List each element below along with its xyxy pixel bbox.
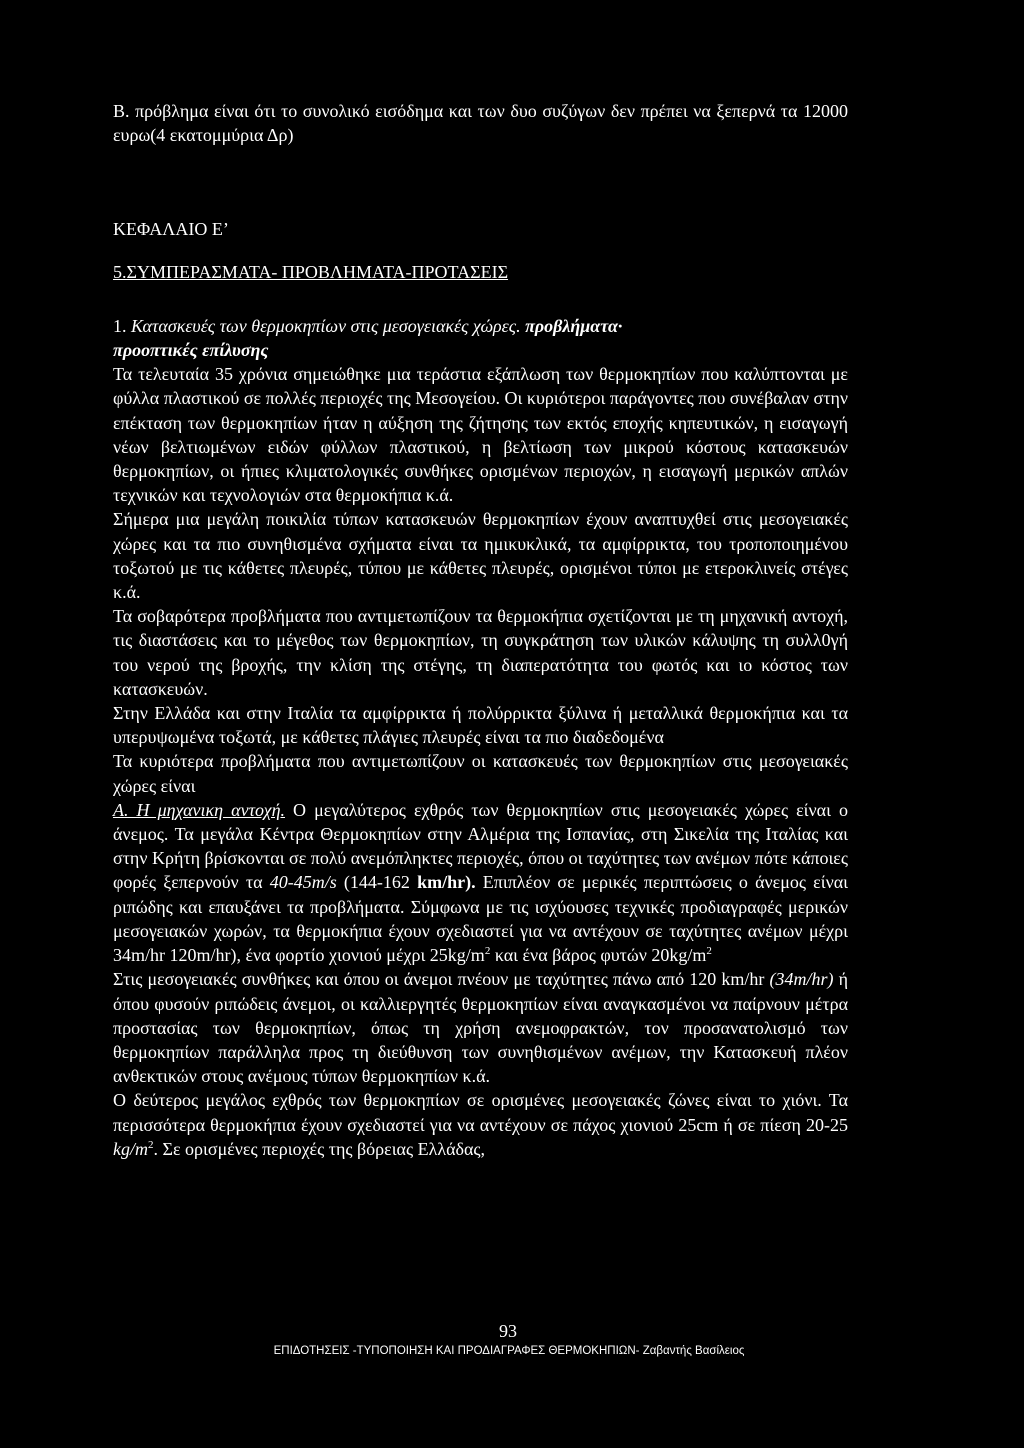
- subsection-label: Α. Η μηχανικη αντοχή.: [113, 799, 286, 820]
- footer-text: ΕΠΙΔΟΤΗΣΕΙΣ -ΤΥΠΟΠΟΙΗΣΗ ΚΑΙ ΠΡΟΔΙΑΓΡΑΦΕΣ ΘΕΡΜΟΚΗΠΙΩΝ- Ζαβαντής Βασίλειος: [273, 1345, 745, 1357]
- section-title: Κατασκευές των θερμοκηπίων στις μεσογειακές χώρες.: [131, 315, 521, 336]
- paragraph-problems: Τα σοβαρότερα προβλήματα που αντιμετωπίζουν τα θερμοκήπια σχετίζονται με τη μηχανική αντοχή, τις διαστάσεις και το μέγεθος των θερμοκηπίων, τη συγκράτηση των υλικών κάλυψης τη συλλ0γή του νερού της βροχής, την κλίση της στέγης, τη διαπερατότητα του φωτός και ιο κόστος των κατασκευών.: [113, 606, 848, 699]
- spacer: [113, 242, 848, 260]
- section-solutions: προοπτικές επίλυσης: [113, 340, 269, 361]
- text-run: kg/m: [113, 1138, 148, 1159]
- chapter-title: 5.ΣΥΜΠΕΡΑΣΜΑΤΑ- ΠΡΟΒΛΗΜΑΤΑ-ΠΡΟΤΑΣΕΙΣ: [113, 261, 509, 282]
- text-run: (144-162: [336, 872, 418, 893]
- paragraph-mechanical-strength: [113, 798, 848, 967]
- chapter-label: ΚΕΦΑΛΑΙΟ Ε’: [113, 219, 229, 240]
- paragraph-types: Σήμερα μια μεγάλη ποικιλία τύπων κατασκευών θερμοκηπίων έχουν αναπτυχθεί στις μεσογειακές χώρες και τα πιο συνηθισμένα σχήματα είναι τα ημικυκλικά, τα αμφίρρικτα, του τροποποιημένου τοξωτού με τις κάθετες πλευρές, τύπου με κάθετες πλευρές, ορισμένοι τύποι με ετεροκλινείς στέγες κ.ά.: [113, 509, 848, 603]
- text-run: 40-45m/s: [269, 872, 337, 893]
- section-heading: [113, 314, 848, 362]
- document-body: [113, 99, 848, 1161]
- page-footer: [0, 1320, 1024, 1360]
- text-run: ή όπου φυσούν ριπώδεις άνεμοι, οι καλλιεργητές θερμοκηπίων είναι αναγκασμένοι να παίρνουν μέτρα προστασίας των θερμοκηπίων, όπως τη χρήση ανεμοφρακτών, τον προσανατολισμό των θερμοκηπίων παράλληλα προς τη διεύθυνση των συνηθισμένων ανέμων, την Κατασκευή πλέον ανθεκτικών στους ανέμους τύπων θερμοκηπίων κ.ά.: [113, 969, 848, 1087]
- text-run: km/hr).: [417, 872, 476, 893]
- paragraph-greece-italy: Στην Ελλάδα και στην Ιταλία τα αμφίρρικτα ή πολύρρικτα ξύλινα ή μεταλλικά θερμοκήπια και τα υπερυψωμένα τοξωτά, με κάθετες πλάγιες πλευρές είναι τα πιο διαδεδομένα: [113, 703, 848, 748]
- superscript: 2: [148, 1138, 154, 1151]
- text-run: Επιπλέον σε μερικές περιπτώσεις ο άνεμος είναι ριπώδης και επαυξάνει τα προβλήματα. Σύμφωνα με τις ισχύουσες τεχνικές προδιαγραφές μερικών μεσογειακών χωρών, τα θερμοκήπια έχουν σχεδιαστεί για να αντέχουν σε ταχύτητες ανέμων μέχρι 34m/hr 120m/hr), ένα φορτίο χιονιού μέχρι 25kg/m: [113, 872, 848, 966]
- section-number: 1.: [113, 315, 127, 336]
- text-run: Ο δεύτερος μεγάλος εχθρός των θερμοκηπίων σε ορισμένες μεσογειακές ζώνες είναι το χιόνι. Τα περισσότερα θερμοκήπια έχουν σχεδιαστεί για να αντέχουν σε πάχος χιονιού 25cm ή σε πίεση 20-25: [113, 1090, 848, 1135]
- superscript: 2: [706, 945, 712, 958]
- superscript: 2: [484, 945, 491, 958]
- paragraph-snow: [113, 1088, 848, 1161]
- spacer: [113, 147, 848, 217]
- text-run: (34m/hr): [769, 969, 834, 990]
- spacer: [113, 284, 848, 314]
- paragraph-main-problems: Τα κυριότερα προβλήματα που αντιμετωπίζουν οι κατασκευές των θερμοκηπίων στις μεσογειακές χώρες είναι: [113, 751, 848, 796]
- intro-paragraph: Β. πρόβλημα είναι ότι το συνολικό εισόδημα και των δυο συζύγων δεν πρέπει να ξεπερνά τα 12000 ευρω(4 εκατομμύρια Δρ): [113, 101, 848, 146]
- text-run: . Σε ορισμένες περιοχές της βόρειας Ελλάδας,: [153, 1138, 486, 1159]
- paragraph-wind-protection: [113, 967, 848, 1088]
- text-run: Στις μεσογειακές συνθήκες και όπου οι άνεμοι πνέουν με ταχύτητες πάνω από 120 km/hr: [113, 969, 770, 990]
- text-run: και ένα βάρος φυτών 20kg/m: [490, 945, 707, 966]
- paragraph-expansion: Τα τελευταία 35 χρόνια σημειώθηκε μια τεράστια εξάπλωση των θερμοκηπίων που καλύπτονται με φύλλα πλαστικού σε πολλές περιοχές της Μεσογείου. Οι κυριότεροι παράγοντες που συνέβαλαν στην επέκταση των θερμοκηπίων ήταν η αύξηση της ζήτησης των εκτός εποχής κηπευτικών, η εισαγωγή νέων βελτιωμένων ειδών φύλλων πλαστικού, η βελτίωση των μικρού κόστους κατασκευών θερμοκηπίων, οι ήπιες κλιματολογικές συνθήκες ορισμένων περιοχών, η εισαγωγή μερικών απλών τεχνικών και τεχνολογιών στα θερμοκήπια κ.ά.: [113, 364, 848, 506]
- section-problems: προβλήματα·: [525, 315, 623, 336]
- page-number: 93: [499, 1321, 517, 1341]
- text-run: Ο μεγαλύτερος εχθρός των θερμοκηπίων στις μεσογειακές χώρες είναι ο άνεμος. Τα μεγάλα Κέντρα Θερμοκηπίων στην Αλμέρια της Ισπανίας, στη Σικελία της Ιταλίας και στην Κρήτη βρίσκονται σε πολύ ανεμόπληκτες περιοχές, όπου οι ταχύτητες των ανέμων πότε κάποιες φορές ξεπερνούν τα: [113, 799, 848, 893]
